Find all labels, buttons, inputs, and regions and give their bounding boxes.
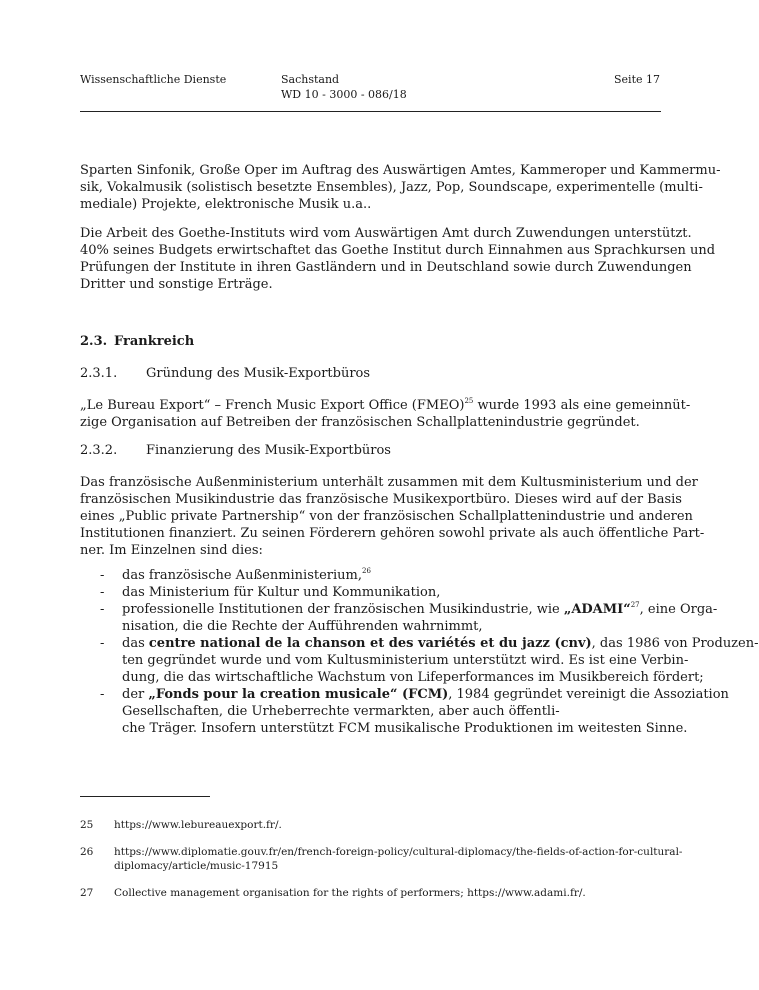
text-run: das [122,636,149,651]
header-page-number: Seite 17 [614,73,660,86]
subsection-title: Gründung des Musik-Exportbüros [146,366,371,381]
subsection-number: 2.3.1. [80,366,118,381]
section-heading-frankreich [80,334,194,349]
list-item [80,686,729,737]
bold-term-cnv: centre national de la chanson et des variétés et du jazz (cnv) [148,636,592,651]
footnote-ref-25[interactable]: 25 [464,397,474,405]
footnote-ref-26[interactable]: 26 [362,567,371,575]
subsection-heading-finanzierung [80,443,391,458]
bold-term-fcm: „Fonds pour la creation musicale“ (FCM) [148,687,449,702]
text-line [122,601,718,618]
footnote-text[interactable]: https://www.lebureauexport.fr/. [114,819,282,831]
header-rule [80,111,661,112]
text-line: 40% seines Budgets erwirtschaftet das Goethe Institut durch Einnahmen aus Sprachkursen und [80,243,716,258]
footnote-line: diplomacy/article/music-17915 [114,860,279,872]
text-line: das Ministerium für Kultur und Kommunikation, [122,585,441,600]
text-line: Sparten Sinfonik, Große Oper im Auftrag des Auswärtigen Amtes, Kammeroper und Kammermu- [80,163,721,178]
text-run: das französische Außenministerium, [122,568,362,583]
footnote-text[interactable] [114,845,682,873]
subsection-number: 2.3.2. [80,443,118,458]
text-line [122,686,729,703]
footnote-line: https://www.diplomatie.gouv.fr/en/french-foreign-policy/cultural-diplomacy/the-fields-of-action-for-cultural- [114,846,683,858]
text-run: , das 1986 von Produzen- [591,636,759,651]
text-line: che Träger. Insofern unterstützt FCM musikalische Produktionen im weitesten Sinne. [122,721,688,736]
text-line: sik, Vokalmusik (solistisch besetzte Ensembles), Jazz, Pop, Soundscape, experimentelle (multi- [80,180,703,195]
text-line: französischen Musikindustrie das französische Musikexportbüro. Dieses wird auf der Basis [80,492,682,507]
footnote-ref-27[interactable]: 27 [630,601,640,609]
list-item [80,567,665,584]
list-item [80,584,665,601]
header-center [281,72,407,102]
subsection-title: Finanzierung des Musik-Exportbüros [146,443,391,458]
text-line: Die Arbeit des Goethe-Instituts wird vom Auswärtigen Amt durch Zuwendungen unterstützt. [80,226,692,241]
text-line: Prüfungen der Institute in ihren Gastländern und in Deutschland sowie durch Zuwendungen [80,260,692,275]
text-line: mediale) Projekte, elektronische Musik u.a.. [80,197,372,212]
list-item [80,635,759,686]
text-line [122,567,665,584]
text-run: der [122,687,149,702]
sponsor-list [80,567,759,737]
text-run: „Le Bureau Export“ – French Music Export Office (FMEO) [80,398,465,413]
paragraph-sparten [80,162,721,213]
text-line: zige Organisation auf Betreiben der französischen Schallplattenindustrie gegründet. [80,415,640,430]
text-line: Das französische Außenministerium unterhält zusammen mit dem Kultusministerium und der [80,475,698,490]
footnote-rule [80,796,210,797]
text-line: Institutionen finanziert. Zu seinen Förderern gehören sowohl private als auch öffentliche Part- [80,526,705,541]
list-item [80,601,718,635]
paragraph-goethe [80,225,716,293]
text-line [80,397,691,414]
list-dash: - [100,636,105,651]
paragraph-finanzierung [80,474,705,559]
text-line: ten gegründet wurde und vom Kultusministerium unterstützt wird. Es ist eine Verbin- [122,653,689,668]
text-line: Gesellschaften, die Urheberrechte vermarkten, aber auch öffentli- [122,704,560,719]
footnote-number: 25 [80,819,94,831]
list-dash: - [100,687,105,702]
section-title: Frankreich [114,334,195,349]
paragraph-bureau-export [80,397,691,431]
header-left: Wissenschaftliche Dienste [80,73,227,86]
footnote-text[interactable]: Collective management organisation for the rights of performers; https://www.adami.fr/. [114,887,586,899]
list-dash: - [100,602,105,617]
text-run: professionelle Institutionen der französischen Musikindustrie, wie [122,602,564,617]
text-line: eines „Public private Partnership“ von der französischen Schallplattenindustrie und anderen [80,509,693,524]
text-run: , eine Orga- [639,602,718,617]
header-doc-number: WD 10 - 3000 - 086/18 [281,88,407,101]
text-line [122,635,759,652]
subsection-heading-gruendung [80,366,370,381]
text-line: ner. Im Einzelnen sind dies: [80,543,263,558]
bold-term-adami: „ADAMI“ [563,602,631,617]
header-doc-type: Sachstand [281,73,340,86]
list-dash: - [100,568,105,583]
list-dash: - [100,585,105,600]
section-number: 2.3. [80,334,108,349]
footnote-number: 26 [80,846,94,858]
text-line: dung, die das wirtschaftliche Wachstum von Lifeperformances im Musikbereich fördert; [122,670,704,685]
text-run: , 1984 gegründet vereinigt die Assoziation [448,687,729,702]
footnote-number: 27 [80,887,94,899]
text-line: nisation, die die Rechte der Aufführenden wahrnimmt, [122,619,483,634]
text-run: wurde 1993 als eine gemeinnüt- [473,398,691,413]
text-line: Dritter und sonstige Erträge. [80,277,273,292]
